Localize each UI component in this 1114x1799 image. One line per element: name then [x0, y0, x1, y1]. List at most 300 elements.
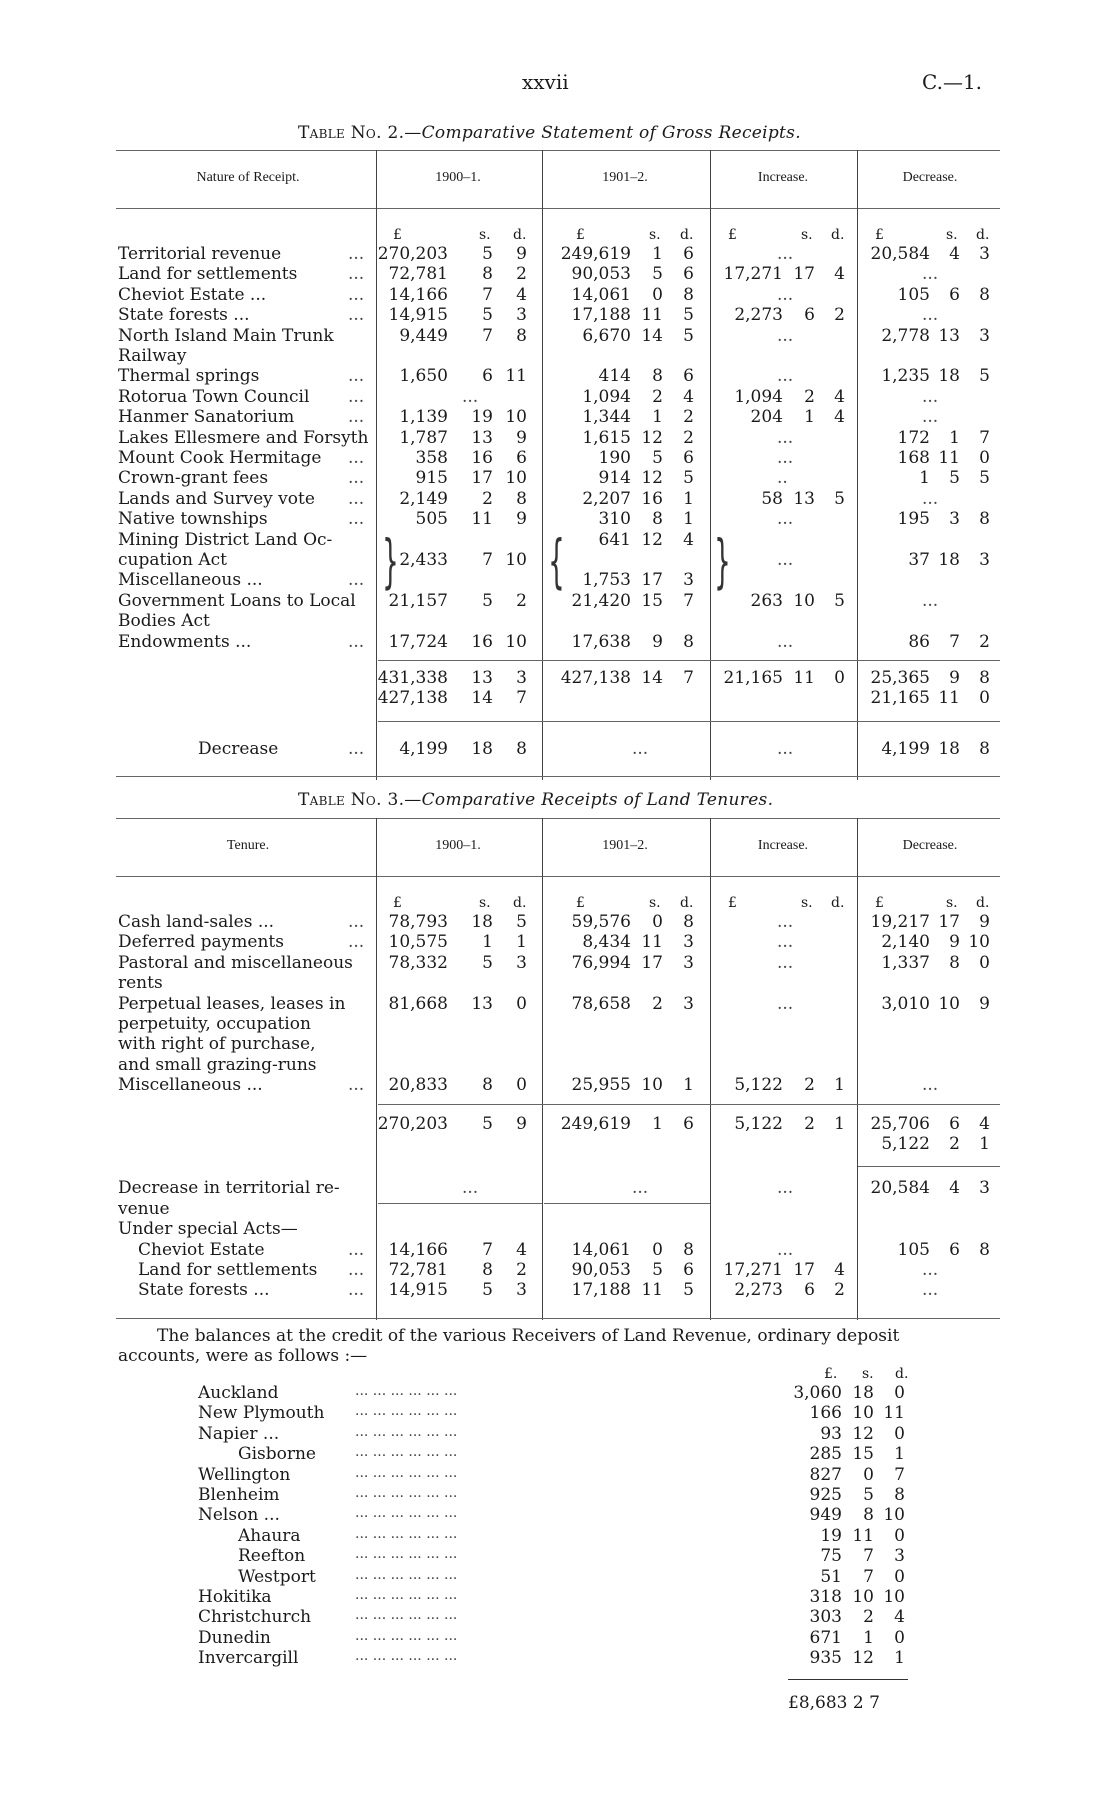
page-number: xxvii	[522, 70, 569, 94]
t2-c1-pounds: 2,433	[399, 549, 448, 570]
balance-value: 75	[820, 1546, 842, 1567]
t2-c2-shillings: 16	[641, 488, 663, 509]
t3-row	[0, 932, 1114, 952]
t2-c1-pence: 9	[516, 244, 527, 264]
balance-leader: ... ... ... ... ... ...	[355, 1587, 458, 1603]
t2-c2-pounds: 427,138	[560, 668, 631, 688]
balance-value: 7	[863, 1546, 874, 1567]
t3-c2-pence: 8	[683, 1239, 694, 1260]
t2-unit-dec: £	[875, 227, 884, 243]
t2-row-leader: ...	[348, 468, 365, 489]
t2-c2-shillings: 8	[652, 366, 663, 387]
t3-dec-pence: 9	[979, 912, 990, 932]
t2-c1-pence: 8	[516, 488, 527, 509]
t2-dec-pounds: 1	[919, 468, 930, 489]
t3-c2-pounds: 90,053	[571, 1260, 631, 1280]
t3-row-label: and small grazing-runs	[118, 1054, 317, 1075]
t3-total-rule	[378, 1104, 1000, 1105]
balance-value: 93	[820, 1423, 842, 1444]
t3-special-row	[0, 1260, 1114, 1280]
t3-dec-pounds: 2,140	[881, 932, 930, 953]
t2-c2-pounds: 17,188	[571, 305, 631, 326]
t3-special-row	[0, 1240, 1114, 1260]
t3-c1-pounds: 270,203	[377, 1113, 448, 1134]
balance-name: Westport	[238, 1566, 316, 1587]
balances-total: £8,683 2 7	[788, 1692, 880, 1713]
t2-row-label: Crown-grant fees	[118, 468, 269, 489]
t2-row-leader: ...	[348, 448, 365, 468]
t2-inc-pence: 4	[834, 386, 845, 407]
t3-dec-shillings: 9	[949, 932, 960, 953]
t2-row	[0, 366, 1114, 386]
t2-c1-shillings: 7	[482, 325, 493, 346]
balance-value: 166	[809, 1403, 842, 1424]
t2-inc-pounds: 263	[750, 590, 783, 611]
t3-special-label: State forests ...	[138, 1280, 270, 1301]
t2-c1-pence: 8	[516, 738, 527, 759]
t2-brace-left: {	[548, 526, 565, 595]
t2-row-label: Endowments ...	[118, 631, 252, 652]
t2-c2-shillings: 9	[652, 631, 663, 652]
t2-dec-shillings: 9	[949, 668, 960, 688]
t2-row-grouped	[0, 526, 1114, 595]
balance-value: 11	[883, 1403, 905, 1424]
t2-inc-pence: 5	[834, 488, 845, 509]
t3-inc-empty: ...	[777, 993, 794, 1014]
t2-unit-dec: d.	[976, 227, 990, 243]
t2-c2-pounds: 249,619	[560, 244, 631, 264]
t2-c1-pence: 11	[505, 366, 527, 387]
t3-dec-shillings: 2	[949, 1133, 960, 1154]
t3-unit-c2: s.	[649, 895, 661, 911]
t3-c1-pounds: 78,332	[388, 952, 448, 973]
t3-row-leader: ...	[348, 1075, 365, 1096]
t2-c1-pence: 2	[516, 590, 527, 611]
t2-inc-empty: ...	[777, 284, 794, 305]
t3-decrease-label: Decrease in territorial re-	[118, 1178, 340, 1199]
t2-col-header: 1901–2.	[602, 170, 648, 185]
balance-value: 10	[852, 1587, 874, 1607]
t3-dec-pence: 9	[979, 993, 990, 1014]
t3-c2-pence: 5	[683, 1280, 694, 1301]
t2-dec-pence: 8	[979, 738, 990, 759]
t2-row	[0, 325, 1114, 366]
t2-c1-pence: 4	[516, 284, 527, 305]
t2-row-label: Mining District Land Oc-	[118, 529, 333, 550]
t2-dec-pounds: 195	[897, 509, 930, 530]
t3-c1-pounds: 81,668	[388, 993, 448, 1014]
t2-inc-empty: ...	[777, 631, 794, 652]
t3-inc-pounds: 5,122	[734, 1113, 783, 1134]
balance-name: Blenheim	[198, 1485, 280, 1505]
t2-brace-right: }	[382, 526, 399, 595]
t2-c1-pounds: 4,199	[399, 738, 448, 759]
t2-row-label: Land for settlements	[118, 264, 298, 285]
t2-inc-pounds: 58	[761, 488, 783, 509]
t2-inc-shillings: 10	[793, 590, 815, 611]
t2-row-leader: ...	[348, 631, 365, 652]
t2-row-leader: ...	[348, 488, 365, 509]
t2-inc-empty: ...	[777, 427, 794, 448]
t3-row	[0, 952, 1114, 994]
t2-row-label: Native townships	[118, 509, 268, 530]
t3-row-leader: ...	[348, 912, 365, 932]
t3-c1-shillings: 7	[482, 1239, 493, 1260]
balances-intro-line2: accounts, were as follows :—	[118, 1346, 368, 1366]
t3-dec-shillings: 4	[949, 1178, 960, 1199]
table2-caption	[298, 123, 801, 143]
t2-inc-shillings: 17	[793, 264, 815, 285]
t2-dec-pounds: 21,165	[870, 688, 930, 709]
t2-totals	[0, 668, 1114, 709]
t2-c1-pence: 10	[505, 549, 527, 570]
balance-value: 0	[894, 1627, 905, 1648]
t2-c1-pence: 3	[516, 668, 527, 688]
t2-c2-pounds: 21,420	[571, 590, 631, 611]
t2-c2-pounds: 6,670	[582, 325, 631, 346]
t3-row-leader: ...	[348, 932, 365, 953]
t2-row-leader: ...	[348, 570, 365, 591]
t2-c1-shillings: 7	[482, 549, 493, 570]
balance-leader: ... ... ... ... ... ...	[355, 1403, 458, 1420]
t3-c2-pounds: 8,434	[582, 932, 631, 953]
t2-c2-shillings: 12	[641, 468, 663, 489]
t3-decrease-label: venue	[118, 1198, 170, 1219]
t2-dec-shillings: 11	[938, 688, 960, 709]
t2-c2-shillings: 17	[641, 570, 663, 591]
t2-inc-pence: 5	[834, 590, 845, 611]
balance-name: Nelson ...	[198, 1505, 280, 1526]
t2-dec-pounds: 86	[908, 631, 930, 652]
t2-c2-pounds: 90,053	[571, 264, 631, 285]
t3-c2-pounds: 78,658	[571, 993, 631, 1014]
t2-row-label: Railway	[118, 345, 187, 366]
t3-c2-pence: 3	[683, 932, 694, 953]
t2-unit-c1: s.	[479, 227, 491, 243]
t3-c1-shillings: 13	[471, 993, 493, 1014]
t2-row-leader: ...	[348, 386, 365, 407]
t2-top-rule	[116, 150, 1000, 151]
t2-dec-shillings: 18	[938, 366, 960, 387]
t3-col-header: Tenure.	[226, 838, 270, 853]
balance-value: 0	[894, 1423, 905, 1444]
balance-value: 4	[894, 1607, 905, 1628]
balance-leader: ... ... ... ... ... ...	[355, 1423, 458, 1440]
t2-row-label: Cheviot Estate ...	[118, 284, 267, 305]
t3-inc-pence: 1	[834, 1075, 845, 1096]
t2-c1-pounds: 14,915	[388, 305, 448, 326]
t2-row-label: Bodies Act	[118, 611, 210, 632]
t2-row-label: cupation Act	[118, 549, 227, 570]
t3-head-rule	[116, 876, 1000, 877]
t2-c1-shillings: 5	[482, 305, 493, 326]
t2-unit-c1: d.	[513, 227, 527, 243]
t2-dec-pounds: 20,584	[870, 244, 930, 264]
t2-c2-pence: 4	[683, 529, 694, 550]
balance-value: 10	[883, 1587, 905, 1607]
balance-name: Ahaura	[238, 1525, 301, 1546]
t3-c1-pounds: 72,781	[388, 1260, 448, 1280]
t2-row-leader: ...	[348, 407, 365, 428]
balance-value: 285	[809, 1444, 842, 1465]
t2-c1-shillings: 16	[471, 631, 493, 652]
t2-row-label: Rotorua Town Council	[118, 386, 310, 407]
table2-caption-title: Comparative Statement of Gross Receipts.	[421, 123, 801, 143]
balance-leader: ... ... ... ... ... ...	[355, 1505, 458, 1522]
t3-dec-empty: ...	[922, 1260, 939, 1280]
t2-decrease-label: Decrease	[198, 738, 279, 759]
t3-c1-shillings: 8	[482, 1075, 493, 1096]
t2-inc-pence: 2	[834, 305, 845, 326]
balance-value: 0	[894, 1383, 905, 1403]
t3-c2-pounds: 249,619	[560, 1113, 631, 1134]
balance-value: 10	[883, 1505, 905, 1526]
t2-dec-pence: 3	[979, 244, 990, 264]
t3-dec-shillings: 6	[949, 1239, 960, 1260]
t3-c2-pounds: 14,061	[571, 1239, 631, 1260]
t3-unit-inc: d.	[831, 895, 845, 911]
t2-c2-pounds: 190	[598, 448, 631, 468]
balance-value: 8	[863, 1505, 874, 1526]
t2-dec-empty: ...	[922, 590, 939, 611]
t3-c1-shillings: 1	[482, 932, 493, 953]
t2-c1-shillings: 13	[471, 668, 493, 688]
t2-c1-pounds: 427,138	[377, 688, 448, 709]
t2-c2-pence: 7	[683, 590, 694, 611]
t3-inc-empty: ...	[777, 912, 794, 932]
balance-value: 3	[894, 1546, 905, 1567]
t3-dec-shillings: 10	[938, 993, 960, 1014]
t2-unit-inc: d.	[831, 227, 845, 243]
t2-dec-pence: 3	[979, 549, 990, 570]
t2-dec-pence: 3	[979, 325, 990, 346]
t2-brace-right: }	[714, 526, 731, 595]
t3-c1-pence: 5	[516, 912, 527, 932]
t3-bottom-rule	[116, 1318, 1000, 1319]
balance-value: 827	[809, 1464, 842, 1485]
t2-c1-pounds: 1,787	[399, 427, 448, 448]
t2-row	[0, 244, 1114, 264]
t2-row-label: State forests ...	[118, 305, 250, 326]
t3-special-label: Land for settlements	[138, 1260, 318, 1280]
t2-dec-empty: ...	[922, 488, 939, 509]
t3-dec-pence: 8	[979, 1239, 990, 1260]
t2-inc-shillings: 13	[793, 488, 815, 509]
balance-leader: ... ... ... ... ... ...	[355, 1546, 458, 1563]
t2-inc-empty: ...	[777, 738, 794, 759]
t2-c1-shillings: 17	[471, 468, 493, 489]
t2-row-label: Lakes Ellesmere and Forsyth	[118, 427, 369, 448]
t2-c1-pence: 9	[516, 427, 527, 448]
t2-inc-shillings: 2	[804, 386, 815, 407]
t3-c1-pence: 3	[516, 1280, 527, 1301]
t3-inc-pounds: 17,271	[723, 1260, 783, 1280]
balance-value: 12	[852, 1423, 874, 1444]
t2-c2-empty: ...	[632, 738, 649, 759]
t2-row	[0, 428, 1114, 448]
t2-c2-shillings: 12	[641, 529, 663, 550]
balance-name: Reefton	[238, 1546, 306, 1567]
t3-c2-pence: 8	[683, 912, 694, 932]
balance-value: 15	[852, 1444, 874, 1465]
t2-bottom-rule	[116, 776, 1000, 777]
t2-c2-pence: 2	[683, 407, 694, 428]
t2-dec-pounds: 105	[897, 284, 930, 305]
t2-c1-pounds: 17,724	[388, 631, 448, 652]
t3-dec-pence: 0	[979, 952, 990, 973]
t2-row	[0, 285, 1114, 305]
page-code: C.—1.	[922, 70, 983, 94]
t2-dec-empty: ...	[922, 407, 939, 428]
t2-c2-pence: 1	[683, 488, 694, 509]
balance-value: 0	[894, 1566, 905, 1587]
t2-inc-pounds: 1,094	[734, 386, 783, 407]
balance-name: Hokitika	[198, 1587, 272, 1607]
t3-row-leader: ...	[348, 1260, 365, 1280]
t2-dec-shillings: 3	[949, 509, 960, 530]
table3-caption-prefix: Table No. 3.—	[298, 790, 422, 810]
t3-c2-pence: 6	[683, 1113, 694, 1134]
t2-c2-pence: 2	[683, 427, 694, 448]
t2-inc-pounds: 2,273	[734, 305, 783, 326]
t2-c1-pounds: 505	[415, 509, 448, 530]
t2-c1-pence: 2	[516, 264, 527, 285]
t2-row-leader: ...	[348, 509, 365, 530]
t2-inc-pounds: 21,165	[723, 668, 783, 688]
balance-name: Auckland	[198, 1383, 279, 1403]
t3-unit-c1: s.	[479, 895, 491, 911]
t2-c2-pence: 6	[683, 244, 694, 264]
t3-row-label: Deferred payments	[118, 932, 284, 953]
t3-c2-shillings: 11	[641, 932, 663, 953]
t2-c1-shillings: 6	[482, 366, 493, 387]
t3-inc-empty: ...	[777, 1178, 794, 1199]
t3-c1-empty: ...	[462, 1178, 479, 1199]
t3-c1-shillings: 5	[482, 952, 493, 973]
t2-dec-shillings: 11	[938, 448, 960, 468]
balance-leader: ... ... ... ... ... ...	[355, 1648, 458, 1665]
balance-name: New Plymouth	[198, 1403, 325, 1424]
t3-inc-shillings: 2	[804, 1075, 815, 1096]
t3-dec-shillings: 17	[938, 912, 960, 932]
t3-col-header: 1901–2.	[602, 838, 648, 853]
balance-leader: ... ... ... ... ... ...	[355, 1627, 458, 1644]
t2-row-leader: ...	[348, 244, 365, 264]
t2-c1-shillings: 11	[471, 509, 493, 530]
t2-dec-pounds: 37	[908, 549, 930, 570]
t2-c2-pounds: 1,615	[582, 427, 631, 448]
t2-dec-pence: 8	[979, 284, 990, 305]
t2-inc-empty: ...	[777, 509, 794, 530]
balance-value: 303	[809, 1607, 842, 1628]
t2-unit-inc: £	[728, 227, 737, 243]
t3-row-label: Perpetual leases, leases in	[118, 993, 346, 1014]
t2-c2-shillings: 2	[652, 386, 663, 407]
t3-col-header: Decrease.	[902, 838, 958, 853]
t3-dec-empty: ...	[922, 1280, 939, 1301]
t3-unit-dec: s.	[946, 895, 958, 911]
t2-row	[0, 590, 1114, 632]
t2-head-rule	[116, 208, 1000, 209]
t3-c2-pence: 6	[683, 1260, 694, 1280]
balance-value: 3,060	[793, 1383, 842, 1403]
balances-unit: s.	[862, 1366, 874, 1382]
t2-row-label: Thermal springs	[118, 366, 260, 387]
t2-c2-shillings: 5	[652, 448, 663, 468]
t3-inc-empty: ...	[777, 932, 794, 953]
t2-c2-shillings: 14	[641, 668, 663, 688]
t3-c1-shillings: 8	[482, 1260, 493, 1280]
balance-value: 7	[863, 1566, 874, 1587]
t2-dec-pence: 8	[979, 668, 990, 688]
balance-value: 1	[894, 1444, 905, 1465]
t2-c2-shillings: 11	[641, 305, 663, 326]
t3-c2-shillings: 10	[641, 1075, 663, 1096]
t3-dec-pounds: 1,337	[881, 952, 930, 973]
balance-value: 935	[809, 1648, 842, 1669]
t3-dec-shillings: 8	[949, 952, 960, 973]
balance-leader: ... ... ... ... ... ...	[355, 1525, 458, 1542]
t2-row	[0, 264, 1114, 284]
t2-dec-pence: 0	[979, 448, 990, 468]
t2-dec-pence: 5	[979, 468, 990, 489]
t3-c1-pence: 1	[516, 932, 527, 953]
t3-col-header: 1900–1.	[435, 838, 481, 853]
t3-inc-pounds: 5,122	[734, 1075, 783, 1096]
balance-value: 7	[894, 1464, 905, 1485]
balance-name: Napier ...	[198, 1423, 280, 1444]
t2-c2-pounds: 1,094	[582, 386, 631, 407]
t3-special-heading-label: Under special Acts—	[118, 1219, 298, 1240]
t2-c2-pounds: 914	[598, 468, 631, 489]
balance-value: 949	[809, 1505, 842, 1526]
t3-row-label: rents	[118, 973, 163, 994]
balance-leader: ... ... ... ... ... ...	[355, 1444, 458, 1461]
t3-inc-shillings: 2	[804, 1113, 815, 1134]
t2-c2-pence: 5	[683, 468, 694, 489]
t3-c1-pence: 2	[516, 1260, 527, 1280]
t2-c1-shillings: 18	[471, 738, 493, 759]
t2-unit-c2: £	[576, 227, 585, 243]
t3-col-header: Increase.	[757, 838, 809, 853]
t3-c2-shillings: 2	[652, 993, 663, 1014]
t3-c2-shillings: 17	[641, 952, 663, 973]
t2-row	[0, 387, 1114, 407]
t2-dec-shillings: 13	[938, 325, 960, 346]
t3-special-heading	[0, 1219, 1114, 1239]
t2-dec-pounds: 172	[897, 427, 930, 448]
t2-c1-pounds: 358	[415, 448, 448, 468]
t3-dec-pence: 4	[979, 1113, 990, 1134]
t2-c2-pence: 6	[683, 264, 694, 285]
t2-inc-pence: 0	[834, 668, 845, 688]
t2-c2-pence: 6	[683, 366, 694, 387]
t2-total-rule	[378, 660, 1000, 661]
balance-value: 10	[852, 1403, 874, 1424]
t3-row-label: Pastoral and miscellaneous	[118, 952, 353, 973]
t3-inc-shillings: 17	[793, 1260, 815, 1280]
t2-c1-pounds: 1,139	[399, 407, 448, 428]
balance-value: 2	[863, 1607, 874, 1628]
t3-unit-c2: d.	[680, 895, 694, 911]
balances-unit: £.	[824, 1366, 838, 1382]
t2-c2-pence: 3	[683, 570, 694, 591]
t3-c2-pounds: 59,576	[571, 912, 631, 932]
t3-unit-c1: d.	[513, 895, 527, 911]
t2-c2-pounds: 1,344	[582, 407, 631, 428]
t2-inc-empty: ...	[777, 549, 794, 570]
t2-inc-pence: 4	[834, 264, 845, 285]
